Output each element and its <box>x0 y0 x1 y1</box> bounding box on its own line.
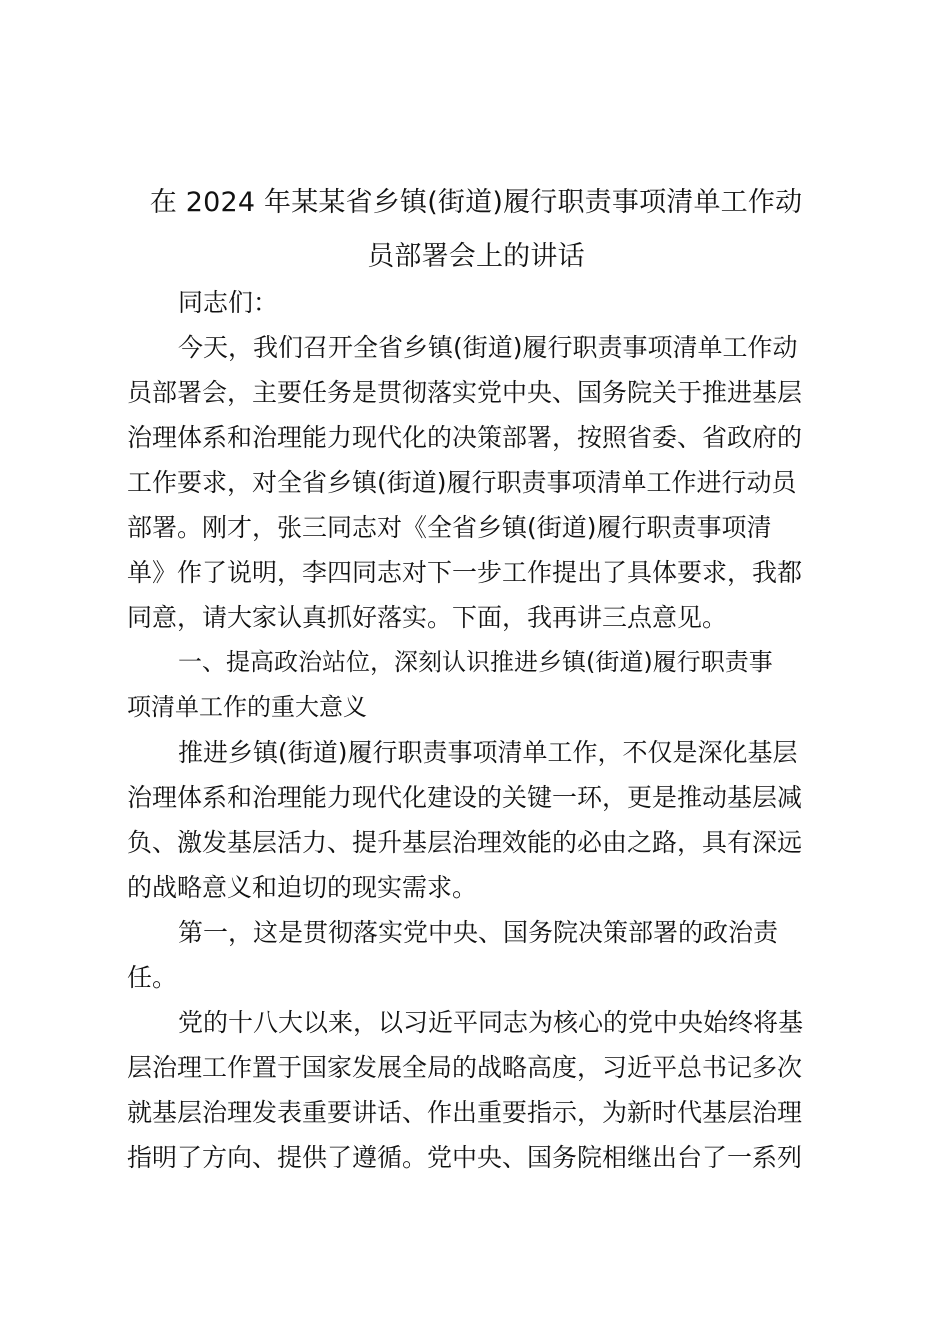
paragraph-line: 就基层治理发表重要讲话、作出重要指示，为新时代基层治理 <box>127 1098 803 1127</box>
title-line: 在 2024 年某某省乡镇(街道)履行职责事项清单工作动 <box>149 187 803 218</box>
paragraph-line: 工作要求，对全省乡镇(街道)履行职责事项清单工作进行动员 <box>127 468 797 497</box>
paragraph-line: 推进乡镇(街道)履行职责事项清单工作，不仅是深化基层 <box>178 738 798 767</box>
paragraph-line: 指明了方向、提供了遵循。党中央、国务院相继出台了一系列 <box>127 1143 803 1172</box>
paragraph-line: 的战略意义和迫切的现实需求。 <box>127 873 478 902</box>
salutation: 同志们： <box>178 288 279 317</box>
paragraph-line: 党的十八大以来，以习近平同志为核心的党中央始终将基 <box>178 1008 804 1037</box>
paragraph-line: 员部署会，主要任务是贯彻落实党中央、国务院关于推进基层 <box>127 378 803 407</box>
document-body <box>127 280 827 1180</box>
paragraph-line: 治理体系和治理能力现代化的决策部署，按照省委、省政府的 <box>127 423 803 452</box>
document-title <box>120 176 832 284</box>
paragraph-line: 治理体系和治理能力现代化建设的关键一环，更是推动基层减 <box>127 783 803 812</box>
paragraph-line: 第一，这是贯彻落实党中央、国务院决策部署的政治责 <box>178 918 779 947</box>
paragraph-line: 同意，请大家认真抓好落实。下面，我再讲三点意见。 <box>127 603 728 632</box>
paragraph-line: 负、激发基层活力、提升基层治理效能的必由之路，具有深远 <box>127 828 803 857</box>
section-heading-line: 项清单工作的重大意义 <box>127 693 367 721</box>
paragraph-line: 单》作了说明，李四同志对下一步工作提出了具体要求，我都 <box>127 558 803 587</box>
section-heading-line: 一、提高政治站位，深刻认识推进乡镇(街道)履行职责事 <box>178 648 773 676</box>
paragraph-line: 层治理工作置于国家发展全局的战略高度，习近平总书记多次 <box>127 1053 803 1082</box>
paragraph-line: 部署。刚才，张三同志对《全省乡镇(街道)履行职责事项清 <box>127 513 772 542</box>
title-line: 员部署会上的讲话 <box>367 241 585 272</box>
paragraph-line: 今天，我们召开全省乡镇(街道)履行职责事项清单工作动 <box>178 333 798 362</box>
paragraph-line: 任。 <box>127 963 178 992</box>
